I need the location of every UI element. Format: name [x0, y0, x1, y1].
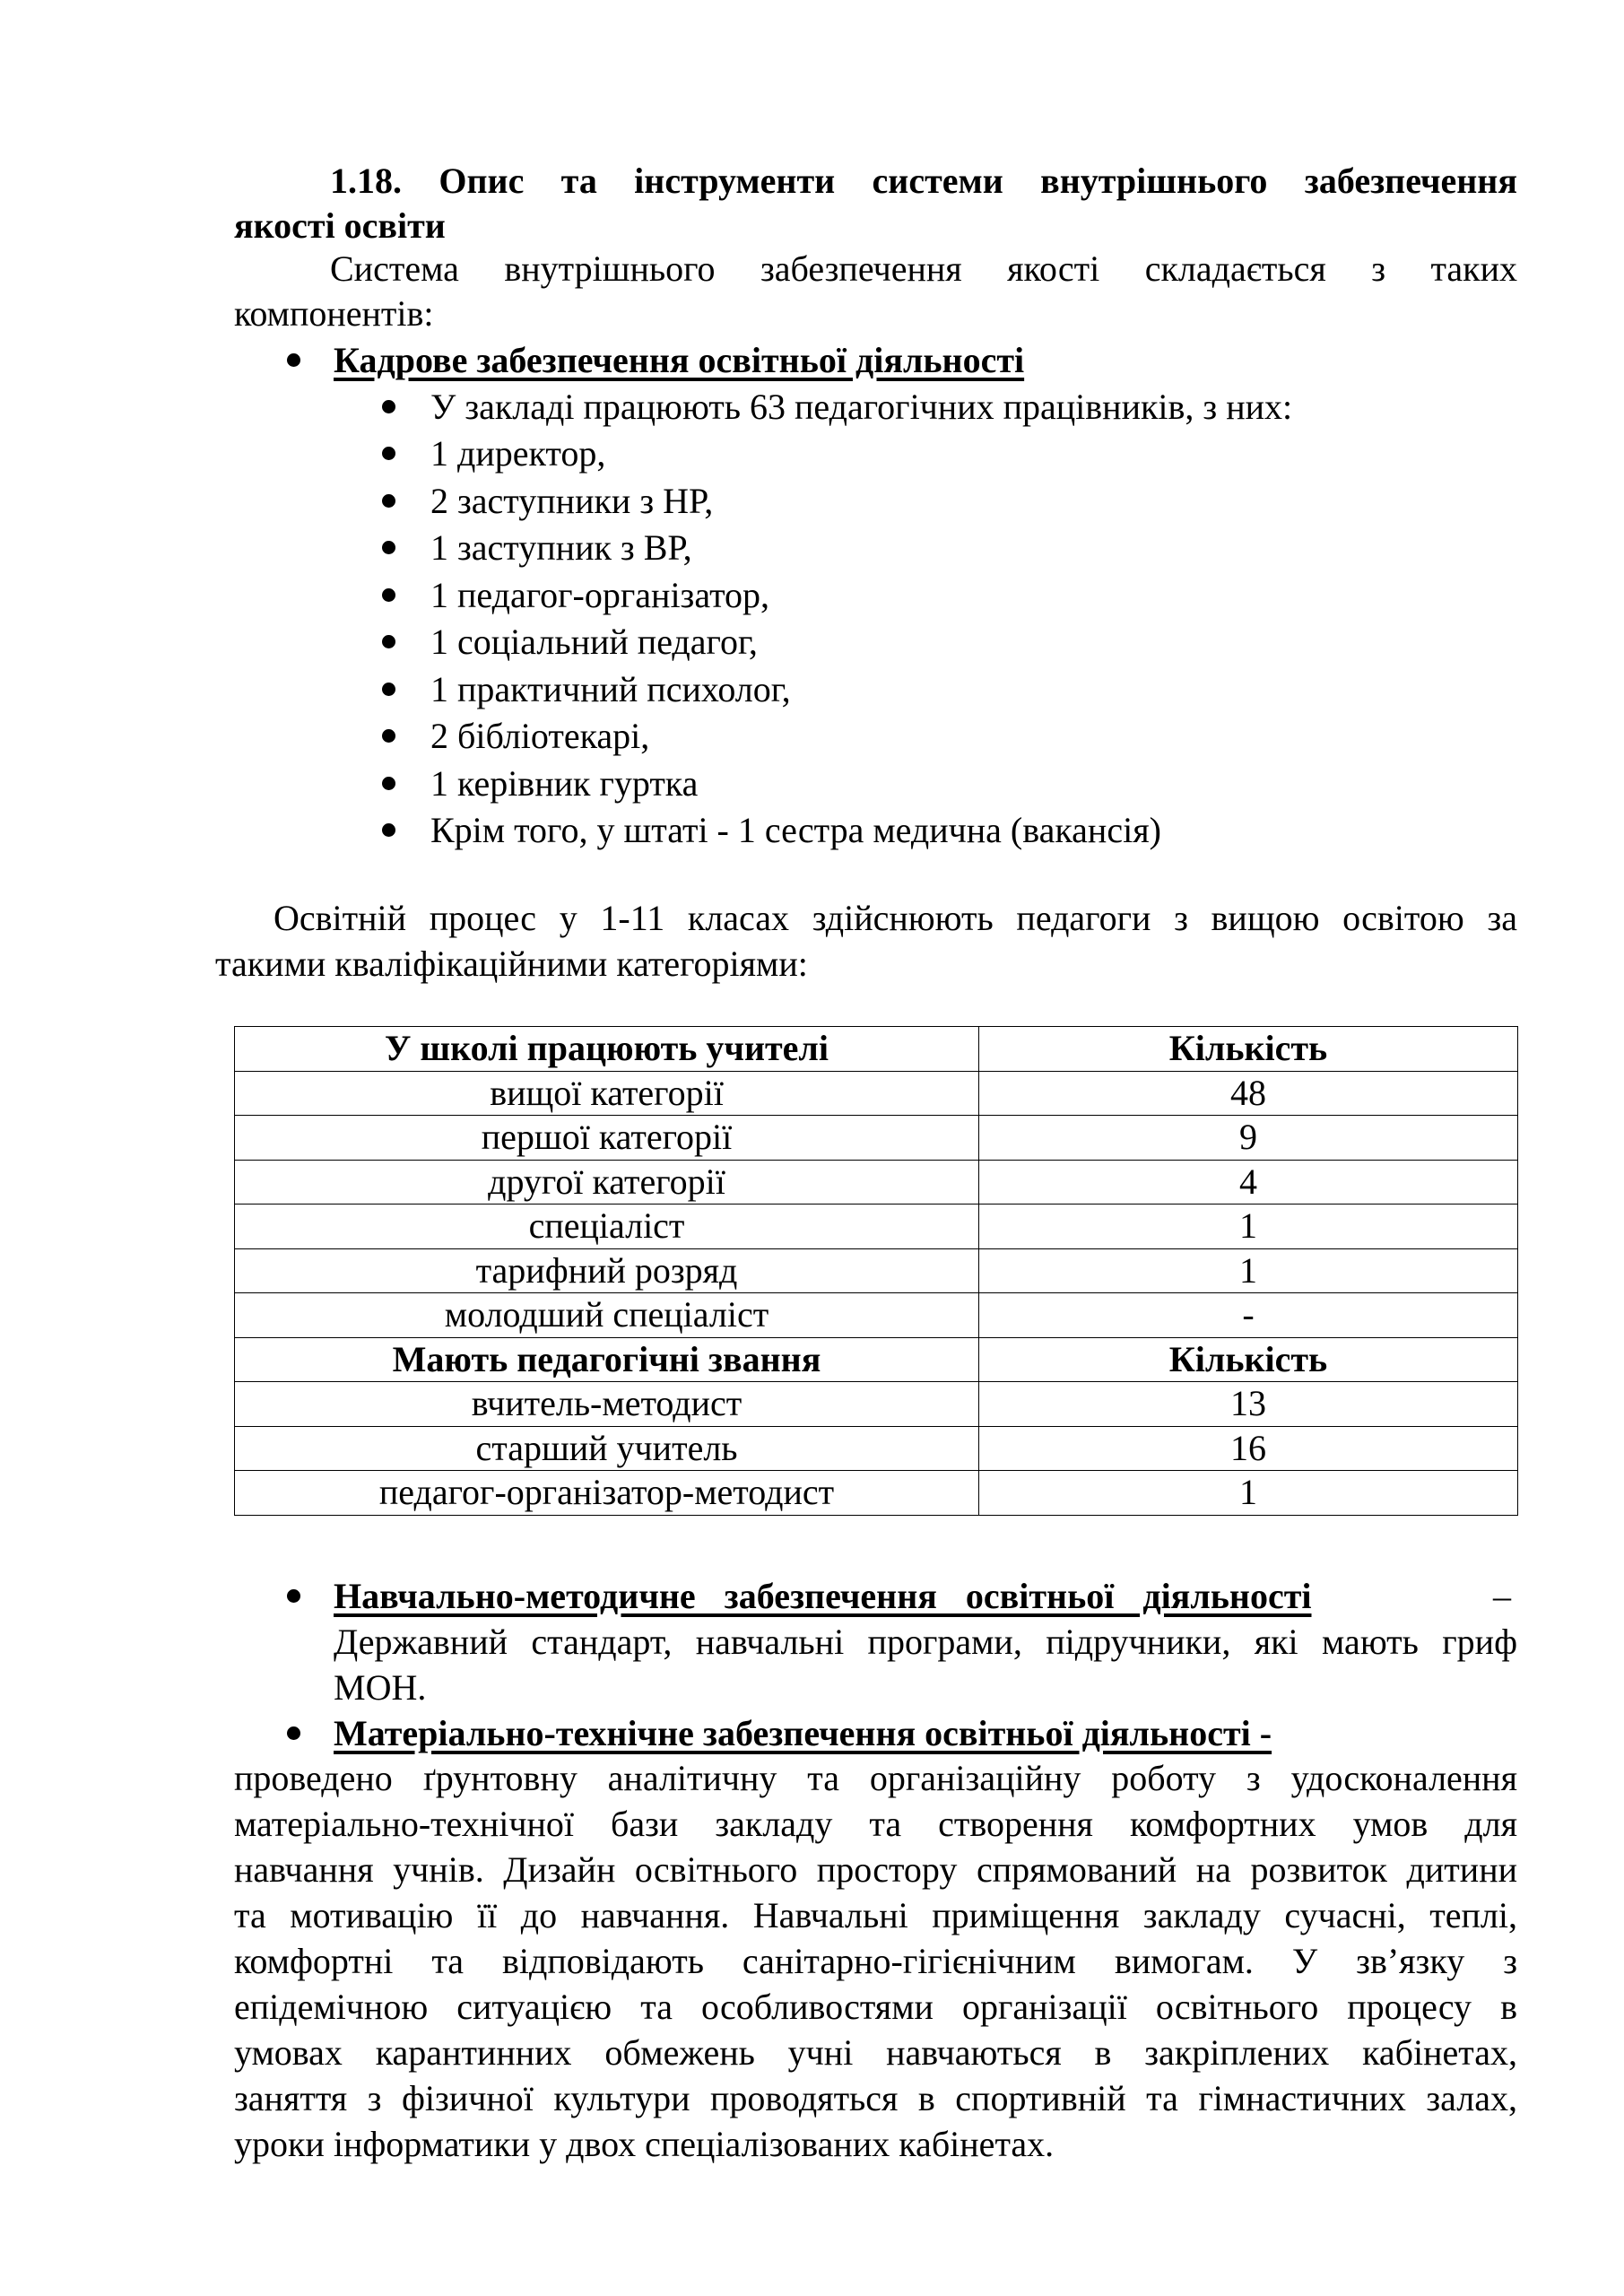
staffing-title: Кадрове забезпечення освітньої діяльності	[334, 340, 1025, 380]
bullet-icon	[382, 777, 395, 790]
staff-item: 1 заступник з ВР,	[430, 527, 692, 568]
staff-item: 2 заступники з НР,	[430, 481, 714, 521]
methodical-title: Навчально-методичне забезпечення освітньої діяльності	[334, 1576, 1312, 1616]
intro-line-2: компонентів:	[234, 293, 434, 334]
staff-item: У закладі працюють 63 педагогічних працівників, з них:	[430, 387, 1293, 427]
process-line-1: Освітній процес у 1-11 класах здійснюють педагоги з вищою освітою за	[274, 898, 1517, 938]
bullet-icon	[382, 683, 395, 696]
category-cell: спеціаліст	[235, 1205, 979, 1249]
table-header-row	[235, 1027, 1518, 1072]
material-line: навчання учнів. Дизайн освітнього простору спрямований на розвиток дитини	[234, 1849, 1517, 1890]
bullet-icon	[382, 447, 395, 460]
material-line: заняття з фізичної культури проводяться в спортивній та гімнастичних залах,	[234, 2078, 1517, 2118]
staff-item: 1 педагог-організатор,	[430, 575, 770, 615]
methodical-line-2: Державний стандарт, навчальні програми, підручники, які мають гриф	[334, 1622, 1517, 1662]
table-row	[235, 1205, 1518, 1249]
table-header-cell: У школі працюють учителі	[235, 1027, 979, 1072]
staff-item: 1 практичний психолог,	[430, 669, 791, 709]
material-line: та мотивацію її до навчання. Навчальні приміщення закладу сучасні, теплі,	[234, 1895, 1517, 1935]
count-cell: 48	[979, 1071, 1518, 1116]
table-header-cell: Мають педагогічні звання	[235, 1337, 979, 1382]
title-cell: старший учитель	[235, 1426, 979, 1471]
bullet-icon	[382, 494, 395, 508]
bullet-icon	[382, 635, 395, 648]
staff-item: 2 бібліотекарі,	[430, 716, 650, 756]
title-cell: педагог-організатор-методист	[235, 1471, 979, 1516]
staff-item: 1 соціальний педагог,	[430, 622, 758, 662]
count-cell: 9	[979, 1116, 1518, 1161]
table-header-cell: Кількість	[979, 1027, 1518, 1072]
table-row	[235, 1382, 1518, 1427]
staff-item: Крім того, у штаті - 1 сестра медична (вакансія)	[430, 810, 1161, 850]
material-line: комфортні та відповідають санітарно-гігієнічним вимогам. У зв’язку з	[234, 1941, 1517, 1981]
category-cell: тарифний розряд	[235, 1248, 979, 1293]
bullet-icon	[287, 1726, 300, 1740]
category-cell: першої категорії	[235, 1116, 979, 1161]
material-title: Матеріально-технічне забезпечення освітньої діяльності -	[334, 1713, 1272, 1753]
table-header-row	[235, 1337, 1518, 1382]
table-row	[235, 1160, 1518, 1205]
category-cell: молодший спеціаліст	[235, 1293, 979, 1338]
methodical-line-3: МОН.	[334, 1667, 427, 1708]
bullet-icon	[382, 541, 395, 554]
material-line: проведено ґрунтовну аналітичну та організаційну роботу з удосконалення	[234, 1758, 1517, 1798]
count-cell: 1	[979, 1471, 1518, 1516]
section-heading-line-1: 1.18. Опис та інструменти системи внутрішнього забезпечення	[330, 161, 1517, 201]
table-row	[235, 1293, 1518, 1338]
staff-item: 1 директор,	[430, 433, 606, 474]
bullet-icon	[382, 400, 395, 413]
intro-line-1: Система внутрішнього забезпечення якості складається з таких	[330, 248, 1517, 289]
category-cell: другої категорії	[235, 1160, 979, 1205]
count-cell: 16	[979, 1426, 1518, 1471]
material-line: уроки інформатики у двох спеціалізованих кабінетах.	[234, 2124, 1055, 2164]
bullet-icon	[382, 823, 395, 837]
category-cell: вищої категорії	[235, 1071, 979, 1116]
table-row	[235, 1471, 1518, 1516]
table-row	[235, 1116, 1518, 1161]
staff-item: 1 керівник гуртка	[430, 763, 699, 804]
material-line: умовах карантинних обмежень учні навчаються в закріплених кабінетах,	[234, 2032, 1517, 2073]
bullet-icon	[382, 729, 395, 743]
qualification-table	[234, 1026, 1518, 1516]
table-header-cell: Кількість	[979, 1337, 1518, 1382]
section-heading-line-2: якості освіти	[234, 205, 446, 246]
process-line-2: такими кваліфікаційними категоріями:	[215, 944, 808, 984]
table-row	[235, 1426, 1518, 1471]
methodical-dash: –	[1493, 1576, 1511, 1616]
count-cell: 1	[979, 1248, 1518, 1293]
material-line: матеріально-технічної бази закладу та створення комфортних умов для	[234, 1804, 1517, 1844]
count-cell: 4	[979, 1160, 1518, 1205]
count-cell: 1	[979, 1205, 1518, 1249]
table-row	[235, 1071, 1518, 1116]
count-cell: -	[979, 1293, 1518, 1338]
bullet-icon	[382, 588, 395, 602]
table-row	[235, 1248, 1518, 1293]
bullet-icon	[287, 1589, 300, 1603]
title-cell: вчитель-методист	[235, 1382, 979, 1427]
bullet-icon	[287, 353, 300, 367]
material-line: епідемічною ситуацією та особливостями організації освітнього процесу в	[234, 1987, 1517, 2027]
count-cell: 13	[979, 1382, 1518, 1427]
